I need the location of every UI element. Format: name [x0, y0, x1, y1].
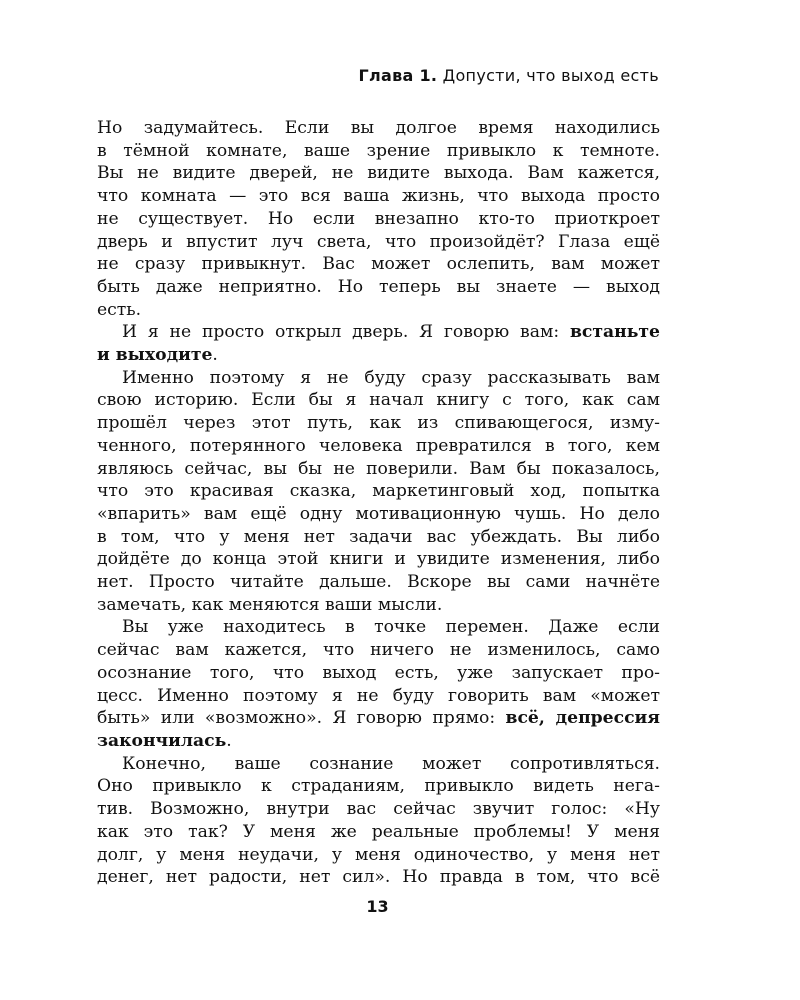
text-line: замечать, как меняются ваши мысли. [97, 594, 443, 615]
body-text [97, 117, 660, 889]
text-line [97, 730, 660, 753]
text-line: свою историю. Если бы я начал книгу с того, как сам [97, 390, 660, 411]
text-line: Именно поэтому я не буду сразу рассказывать вам [122, 367, 660, 388]
text-line: что комната — это вся ваша жизнь, что выхода просто [97, 186, 660, 207]
chapter-title: Допусти, что выход есть [442, 66, 659, 85]
bold-phrase: встаньте [569, 322, 660, 343]
text-line: Вы не видите дверей, не видите выхода. Вам кажется, [97, 163, 660, 184]
text-run: . [212, 345, 218, 366]
text-line: Вы уже находитесь в точке перемен. Даже если [122, 617, 660, 638]
bold-phrase: и выходите [97, 345, 213, 366]
text-line: являюсь сейчас, вы бы не поверили. Вам бы показалось, [97, 458, 660, 479]
text-line: есть. [97, 299, 142, 320]
page-number: 13 [366, 897, 389, 916]
text-line: что это красивая сказка, маркетинговый ход, попытка [97, 481, 660, 502]
chapter-label: Глава 1. [358, 66, 438, 85]
text-run: . [226, 730, 232, 751]
text-line: нет. Просто читайте дальше. Вскоре вы сами начнёте [97, 572, 660, 593]
text-line: денег, нет радости, нет сил». Но правда в том, что всё [97, 867, 660, 888]
text-line: Конечно, ваше сознание может сопротивляться. [122, 753, 660, 774]
text-line: быть даже неприятно. Но теперь вы знаете — выход [97, 276, 660, 297]
text-line: Оно привыкло к страданиям, привыкло видеть нега- [97, 776, 660, 797]
running-header [358, 66, 659, 85]
text-line: в том, что у меня нет задачи вас убеждать. Вы либо [97, 526, 660, 547]
bold-phrase: всё, депрессия [505, 708, 660, 729]
text-line: осознание того, что выход есть, уже запускает про- [97, 662, 660, 683]
text-line: как это так? У меня же реальные проблемы! У меня [97, 821, 660, 842]
text-line: долг, у меня неудачи, у меня одиночество, у меня нет [97, 844, 660, 865]
text-run: быть» или «возможно». Я говорю прямо: [97, 708, 506, 729]
text-run: И я не просто открыл дверь. Я говорю вам: [122, 322, 570, 343]
text-line: тив. Возможно, внутри вас сейчас звучит голос: «Ну [97, 799, 660, 820]
text-line: Но задумайтесь. Если вы долгое время находились [97, 118, 660, 138]
text-line [97, 344, 660, 367]
paragraph [97, 367, 660, 617]
text-line [97, 321, 660, 344]
text-line: ченного, потерянного человека превратился в того, кем [97, 435, 660, 456]
paragraph [97, 321, 660, 366]
paragraph [97, 616, 660, 752]
text-line: не существует. Но если внезапно кто-то приоткроет [97, 208, 660, 229]
text-line: прошёл через этот путь, как из спивающегося, изму- [97, 413, 660, 434]
text-line: цесс. Именно поэтому я не буду говорить вам «может [97, 685, 660, 706]
paragraph [97, 753, 660, 889]
text-line: дойдёте до конца этой книги и увидите изменения, либо [97, 549, 660, 570]
paragraph [97, 117, 660, 321]
text-line: дверь и впустит луч света, что произойдёт? Глаза ещё [97, 231, 660, 252]
text-line: не сразу привыкнут. Вас может ослепить, вам может [97, 254, 660, 275]
text-line: в тёмной комнате, ваше зрение привыкло к темноте. [97, 140, 660, 161]
bold-phrase: закончилась [97, 730, 227, 751]
text-line: «впарить» вам ещё одну мотивационную чушь. Но дело [97, 503, 660, 524]
text-line: сейчас вам кажется, что ничего не изменилось, само [97, 640, 660, 661]
text-line [97, 707, 660, 730]
